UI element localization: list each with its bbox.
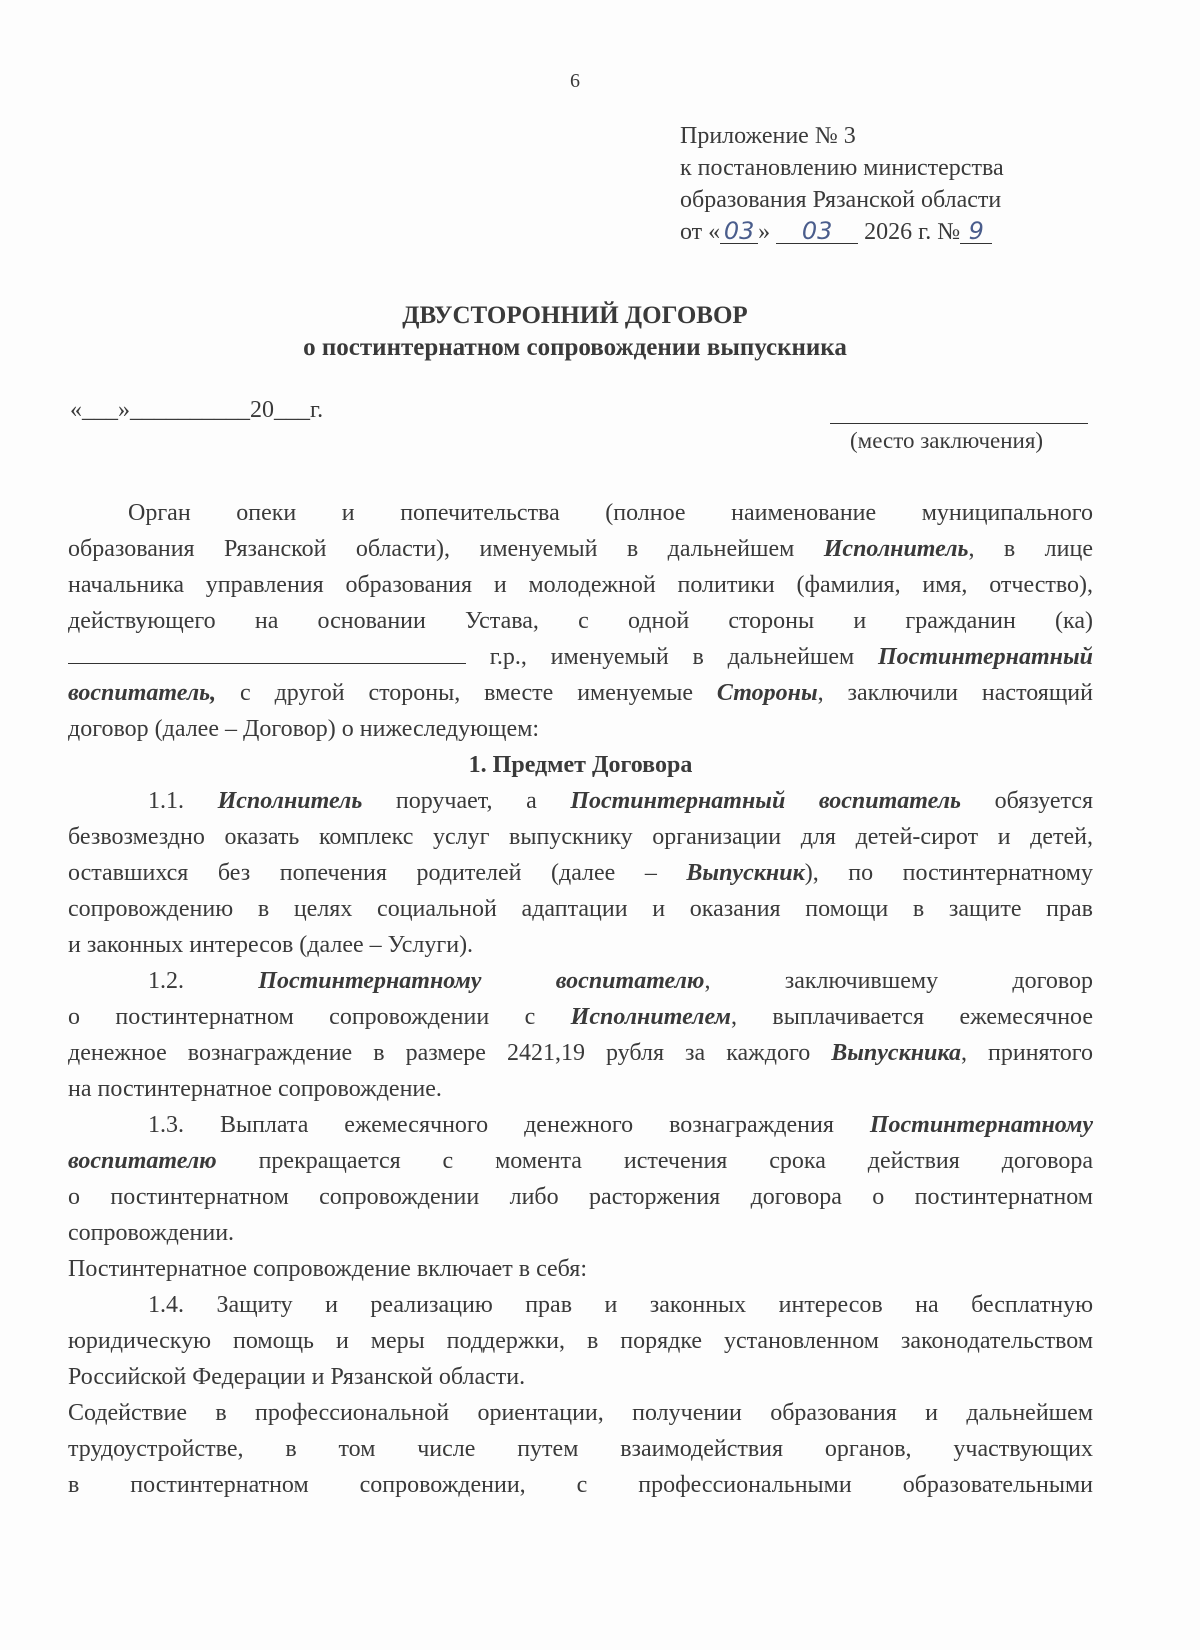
page-number: 6 <box>570 70 580 92</box>
para1-l2c: , в лице <box>968 536 1093 562</box>
document-title <box>0 300 1150 364</box>
p13-line-3 <box>68 1179 1093 1215</box>
para1-line-1 <box>68 495 1093 531</box>
place-blank-line <box>830 423 1088 424</box>
includes-text: Постинтернатное сопровождение включает в себя: <box>68 1256 587 1282</box>
p12-l2a: о постинтернатном сопровождении с <box>68 1004 571 1030</box>
p15-line-3 <box>68 1467 1093 1503</box>
appendix-block <box>680 120 1100 248</box>
date-mid: » <box>758 219 771 245</box>
p14-l3: Российской Федерации и Рязанской области. <box>68 1364 526 1390</box>
p11-a: 1.1. <box>148 788 218 814</box>
p11-line-3 <box>68 855 1093 891</box>
p11-d: Постинтернатный воспитатель <box>570 788 961 814</box>
citizen-name-blank <box>68 641 466 664</box>
para1-line-2 <box>68 531 1093 567</box>
contract-date-blank: «___»__________20___г. <box>70 397 324 423</box>
p15-line-1 <box>68 1395 1093 1431</box>
p13-line-1 <box>68 1107 1093 1143</box>
para1-line-7 <box>68 711 1093 747</box>
p12-a: 1.2. <box>148 968 184 994</box>
para1-line-5 <box>68 639 1093 675</box>
contract-body <box>68 495 1093 1503</box>
p14-line-1 <box>68 1287 1093 1323</box>
p11-line-1 <box>68 783 1093 819</box>
p13-b: Постинтернатному <box>869 1112 1093 1138</box>
para1-line-4 <box>68 603 1093 639</box>
p11-l3b: Выпускник <box>686 860 805 886</box>
para1-l3-text: начальника управления образования и молодежной политики (фамилия, имя, отчество), <box>68 572 1093 598</box>
para1-l6c-parties: Стороны <box>716 680 818 706</box>
year-text: 2026 г. № <box>864 219 961 245</box>
para1-l6d: , заключили настоящий <box>817 680 1093 706</box>
p13-l3: о постинтернатном сопровождении либо расторжения договора о постинтернатном <box>68 1184 1093 1210</box>
p14-line-3 <box>68 1359 1093 1395</box>
p12-line-4 <box>68 1071 1093 1107</box>
place-caption: (место заключения) <box>850 428 1044 453</box>
p12-line-2 <box>68 999 1093 1035</box>
p12-e: заключившему <box>784 968 939 994</box>
appendix-line-2: к постановлению министерства <box>680 155 1004 181</box>
handwritten-month: 03 <box>776 219 858 244</box>
p11-line-4 <box>68 891 1093 927</box>
appendix-line-1: Приложение № 3 <box>680 123 856 149</box>
p12-l4: на постинтернатное сопровождение. <box>68 1076 442 1102</box>
handwritten-number: 9 <box>960 219 992 244</box>
p11-l3a: оставшихся без попечения родителей (далее – <box>68 860 687 886</box>
p12-line-1 <box>68 963 1093 999</box>
para1-l1-text: Орган опеки и попечительства (полное наименование муниципального <box>128 500 1093 526</box>
p12-l2c: , выплачивается ежемесячное <box>730 1004 1093 1030</box>
p11-b: Исполнитель <box>217 788 363 814</box>
p11-line-2 <box>68 819 1093 855</box>
p15-l2: трудоустройстве, в том числе путем взаимодействия органов, участвующих <box>68 1436 1093 1462</box>
p12-d: , <box>704 968 711 994</box>
p13-line-4 <box>68 1215 1093 1251</box>
para1-l5b: Постинтернатный <box>878 644 1093 670</box>
section-1-heading <box>68 747 1093 783</box>
p12-l3b: Выпускника <box>831 1040 961 1066</box>
para1-l6a: воспитатель, <box>68 680 217 706</box>
p11-c: поручает, а <box>362 788 571 814</box>
p11-l5: и законных интересов (далее – Услуги). <box>68 932 474 958</box>
p11-l3c: ), по постинтернатному <box>804 860 1093 886</box>
appendix-line-3: образования Рязанской области <box>680 187 1002 213</box>
p13-l4: сопровождении. <box>68 1220 235 1246</box>
p13-l2a: воспитателю <box>68 1148 217 1174</box>
p15-l1: Содействие в профессиональной ориентации, получении образования и дальнейшем <box>68 1400 1093 1426</box>
p12-l2b: Исполнителем <box>570 1004 731 1030</box>
para1-l2b-executor: Исполнитель <box>823 536 969 562</box>
para1-l2a: образования Рязанской области), именуемый в дальнейшем <box>68 536 824 562</box>
p12-b: Постинтернатному <box>258 968 482 994</box>
p11-l4: сопровождению в целях социальной адаптации и оказания помощи в защите прав <box>68 896 1093 922</box>
section-1-heading-text: 1. Предмет Договора <box>468 752 693 778</box>
para1-line-6 <box>68 675 1093 711</box>
p14-l2: юридическую помощь и меры поддержки, в порядке установленном законодательством <box>68 1328 1093 1354</box>
para1-line-3 <box>68 567 1093 603</box>
p14-l1: 1.4. Защиту и реализацию прав и законных интересов на бесплатную <box>148 1292 1093 1318</box>
para1-l7-text: договор (далее – Договор) о нижеследующем: <box>68 716 540 742</box>
p12-line-3 <box>68 1035 1093 1071</box>
p12-f: договор <box>1012 968 1094 994</box>
p11-line-5 <box>68 927 1093 963</box>
p11-e: обязуется <box>960 788 1093 814</box>
includes-line <box>68 1251 1093 1287</box>
title-main: ДВУСТОРОННИЙ ДОГОВОР <box>402 302 748 329</box>
p13-a: 1.3. Выплата ежемесячного денежного вознаграждения <box>148 1112 870 1138</box>
p15-l3: в постинтернатном сопровождении, с профессиональными образовательными <box>68 1472 1093 1498</box>
para1-l4-text: действующего на основании Устава, с одной стороны и гражданин (ка) <box>68 608 1093 634</box>
para1-l6b: с другой стороны, вместе именуемые <box>216 680 717 706</box>
date-prefix: от « <box>680 219 721 245</box>
p12-l3c: , принятого <box>960 1040 1094 1066</box>
title-sub: о постинтернатном сопровождении выпускника <box>303 334 847 361</box>
p12-l3a: денежное вознаграждение в размере 2421,19 рубля за каждого <box>68 1040 832 1066</box>
p13-line-2 <box>68 1143 1093 1179</box>
p14-line-2 <box>68 1323 1093 1359</box>
handwritten-day: 03 <box>720 219 758 244</box>
p12-c: воспитателю <box>555 968 705 994</box>
p13-l2b: прекращается с момента истечения срока действия договора <box>216 1148 1093 1174</box>
para1-l5a: г.р., именуемый в дальнейшем <box>466 644 879 670</box>
p15-line-2 <box>68 1431 1093 1467</box>
appendix-date-line <box>680 216 1100 248</box>
p11-l2: безвозмездно оказать комплекс услуг выпускнику организации для детей-сирот и детей, <box>68 824 1093 850</box>
